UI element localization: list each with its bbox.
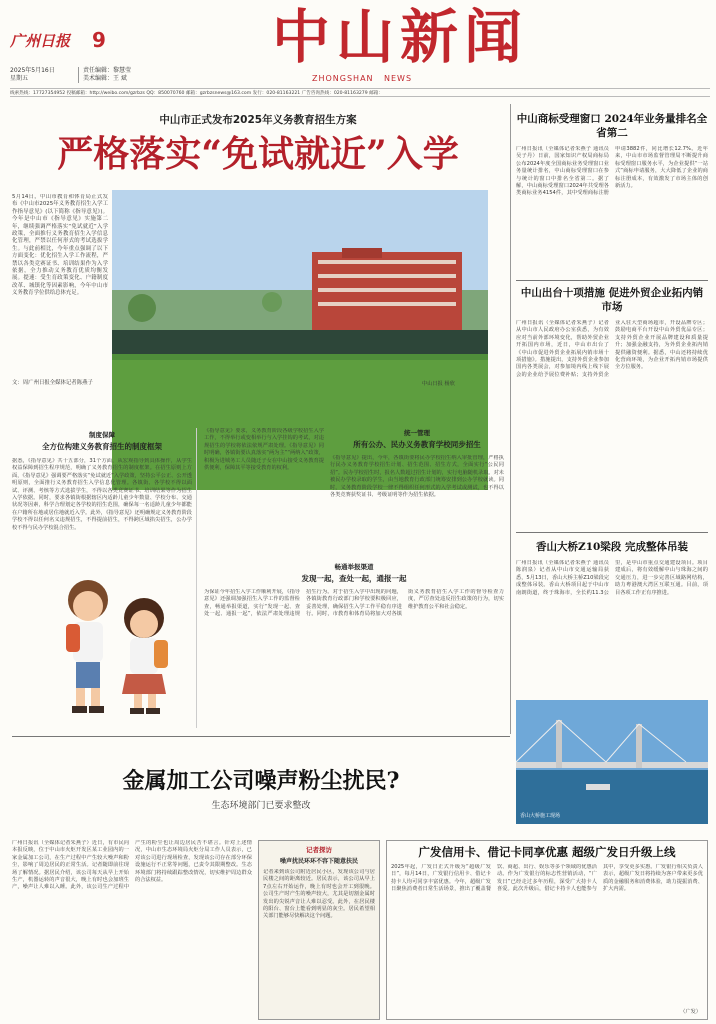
- date-line: [10, 67, 55, 83]
- left-body: 据悉，《指导意见》共十五部分，31个方面，从宏观指导到具体操作，从学生权益保障到招生程序规范，明确了义务教育招生的制度框架。在招生原则上方面，《指导意见》强调要严格落实“免试就近”入学政策，坚持公平公正、公开透明原则，全面推行义务教育招生入学信息化管理。各镇街、各学校不得以面试、评测、考核等方式选拔学生，不得以各类竞赛证书、培训结果等作为招生入学依据。同时，要求各镇街根据辖区内适龄儿童少年数量、学校分布、交通状况等因素，科学合理划定各学校的招生范围，确保每一名适龄儿童少年都能在户籍所在地或居住地就近入学。此外，《指导意见》还明确规定义务教育阶段学校不得以任何名义违规招生，不得提前招生，不得跨区域掐尖招生，公办学校不得与民办学校混合招生。: [12, 458, 192, 531]
- date: 2025年5月16日: [10, 67, 55, 74]
- staff-line: [78, 67, 131, 83]
- kids-illustration: [40, 570, 190, 720]
- section-sub-left: ZHONGSHAN: [312, 74, 374, 83]
- right-rule-2: [516, 532, 708, 533]
- left-tag: 制度保障: [89, 431, 115, 439]
- article-mid-section-2: [204, 562, 504, 728]
- mid-body: 《指导意见》提出，今年，各镇街要将民办学校招生纳入审批管理，严格执行民办义务教育学校招生计划、招生范围、招生方式，全面实行“公民同招”。民办学校招生时，报名人数超过招生计划的，实行电脑随机录取。对未被民办学校录取的学生，由当地教育行政部门统筹安排到公办学校就读。同时，义务教育阶段学校一律不得组织任何形式的入学考试或测试，也不得以各类竞赛获奖证书、考级证明等作为招生依据。: [330, 455, 504, 499]
- editor: 责任编辑：黎慧莹: [83, 67, 132, 74]
- bottom-right-body: 2025年起，广发日正式升级为“超级广发日”，每月14日，广发银行信用卡、借记卡持卡人均可同享丰富优惠。今年，超级广发日聚焦消费者日常生活场景，推出了覆盖餐饮、商超、出行、娱乐等多个领域的优惠活动。作为广发银行的标志性营销活动，“广发日”已经走过多年历程，深受广大持卡人喜爱。此次升级后，借记卡持卡人也能参与其中，享受更多实惠。广发银行相关负责人表示，超级广发日将持续为客户带来更多优质的金融服务和消费体验，助力提振消费、扩大内需。: [391, 864, 703, 893]
- bottom-right-sign: （广发）: [680, 1009, 701, 1015]
- bridge-photo: [516, 700, 708, 824]
- right-top-body: 广州日报讯（全媒体记者朱燕子 通讯员吴子丹）日前，国家知识产权局商标局公布2024年度全国商标业务受理窗口业务量统计排名，中山商标受理窗口在参与统计的窗口中排名全省第二。据了解，中山商标受理窗口2024年共受理各类商标业务4154件，其中受理商标注册申请3882件，同比增长12.7%。近年来，中山市市场监督管理局不断提升商标受理窗口服务水平，为企业提供“一站式”商标申请服务，大大降低了企业的商标注册成本，有效激发了市场主体的创新活力。: [516, 146, 708, 197]
- right-bottom-headline: 香山大桥Z10梁段 完成整体吊装: [536, 541, 688, 553]
- right-mid-body: 广州日报讯（全媒体记者朱燕子）记者从中山市人民政府办公室获悉，为有效应对当前外部环境变化，帮助外贸企业开拓国内市场，近日，中山市出台了《中山市促进外贸企业拓展内销市场十项措施》。措施提出，支持外贸企业参加国内各类展会，对参加境内线上线下展会的企业给予展位费补贴；支持外贸企业入驻大型商场超市，开设品牌专区；鼓励电商平台开设中山外贸优品专区；支持外贸企业开展品牌建设和质量提升；加强金融支持，为外贸企业拓内销提供融资便利。据悉，中山还将持续优化营商环境，为企业开拓内销市场提供全方位服务。: [516, 320, 708, 378]
- lead-article: [12, 104, 504, 424]
- bottom-rule: [12, 736, 510, 737]
- mid2-body: 为保证今年招生入学工作顺利开展，《指导意见》还强调加强招生入学工作的监督检查，畅通举报渠道，实行“发现一起、查处一起、通报一起”，依法严肃处理违规招生行为。对于招生入学中出现的问题，各镇街教育行政部门和学校要积极回应，妥善处理，确保招生入学工作平稳有序进行。同时，市教育和体育局将加大对各镇街义务教育招生入学工作的督导检查力度，严厉查处违反招生政策的行为，切实维护教育公平和社会稳定。: [204, 589, 504, 618]
- designer: 美术编辑：王 斌: [83, 75, 127, 82]
- article-right-mid: [516, 284, 708, 524]
- right-rule-1: [516, 280, 708, 281]
- col-divider-1: [196, 428, 197, 728]
- left-heading: 全方位构建义务教育招生的制度框架: [42, 442, 162, 451]
- bottom-right-headline: 广发信用卡、借记卡同享优惠 超级广发日升级上线: [418, 845, 676, 859]
- section-title: 中山新闻: [271, 3, 528, 71]
- mid2-heading: 发现一起，查处一起，通报一起: [301, 574, 407, 583]
- paper-logo: [10, 30, 100, 52]
- article-bottom-right: [386, 840, 708, 1020]
- lead-photo-credit: 文：周广州日报全媒体记者陈燕子: [12, 380, 93, 386]
- weekday: 星期五: [10, 75, 29, 82]
- lead-kicker: 中山市正式发布2025年义务教育招生方案: [159, 114, 357, 126]
- article-right-top: [516, 112, 708, 272]
- bridge-photo-caption: 香山大桥施工现场: [520, 813, 561, 819]
- sidebar-body: 记者来到该公司附近居民小区，发现该公司与居民楼之间的距离较近。居民表示，该公司从早上7点左右开始运作，晚上有时也会开工到很晚。公司生产时产生的噪声较大，尤其是切割金属时发出的尖锐声音让人难以忍受。此外，在居民楼的阳台、窗台上能看到明显的灰尘。居民希望相关部门能够尽快解决这个问题。: [263, 869, 375, 920]
- bottom-sidebar-box: [258, 840, 380, 1020]
- lead-photo-caption: 中山日报 杨欣: [422, 381, 455, 387]
- col-divider-right: [510, 104, 511, 734]
- right-bottom-body: 广州日报讯（全媒体记者朱燕子 通讯员陈润泉）记者从中山市交通运输局获悉，5月13日，香山大桥主桥Z10梁段完成整体吊装。香山大桥项目起于中山市南朗街道，终于珠海市，全长约11.3公里，是中山市重点交通建设项目。项目建成后，将有效缓解中山与珠海之间的交通压力，进一步完善区域路网结构，助力粤港澳大湾区互联互通。目前，项目各项工作正有序推进。: [516, 560, 708, 596]
- mid-heading: 所有公办、民办义务教育学校同步招生: [353, 440, 481, 449]
- page-number: 9: [92, 28, 106, 52]
- contact-bar: 线索热线：17727354952 投稿邮箱：http://weibo.com/gzrbzs QQ：850070760 邮箱：gzrbzsnews@163.com 发行：020-81163221 广告咨询热线：020-81163279 邮箱：: [10, 88, 710, 97]
- sidebar-tag: 记者探访: [306, 846, 332, 854]
- mid-tag: 统一管理: [404, 429, 430, 437]
- lead-intro: 5月14日，中山市教育和体育局正式发布《中山市2025年义务教育招生入学工作指导意见》(以下简称《指导意见》)。今年是中山市《指导意见》实施第二年，继续强调严格落实“免试就近”入学政策，全面推行义务教育招生入学信息化管理，严禁以任何形式的考试选拔学生。与此前相比，今年重点强调了以下方面变化：优化招生入学工作流程，严禁以各类竞赛证书、培训结果作为入学依据，全力推动义务教育优质均衡发展。提速：受生育政策变化、户籍制度改革、城镇化等因素影响，今年中山市义务教育学位供给总体充足。: [12, 194, 108, 297]
- right-mid-headline: 中山出台十项措施 促进外贸企业拓内销市场: [520, 287, 704, 313]
- article-mid-section: [330, 428, 504, 558]
- masthead: [0, 0, 716, 96]
- bottom-left-body: 广州日报讯（全媒体记者朱燕子）近日，有市民向本报反映，位于中山市火炬开发区某工业园内的一家金属加工公司，在生产过程中产生较大噪声和粉尘，影响了周边居民的正常生活。记者随即前往现场了解情况。据居民介绍，该公司每天从早上开始生产，机器运转的声音很大，晚上有时也会加班生产，噪声让人难以入睡。此外，该公司生产过程中产生的粉尘也让周边居民苦不堪言。针对上述情况，中山市生态环境局火炬分局工作人员表示，已对该公司进行现场检查，发现该公司存在部分环保设施运行不正常等问题，已责令其限期整改。生态环境部门将持续跟踪整改情况，切实维护周边群众的合法权益。: [12, 840, 252, 891]
- bottom-left-headline: 金属加工公司噪声粉尘扰民?: [122, 768, 400, 794]
- mid-narrow-body: 《指导意见》要求，义务教育阶段各级学校招生入学工作，不得举行或变相举行与入学挂钩的考试，对违规招生的学校将依法依规严肃处理。《指导意见》同时明确，各镇街要认真落实“两为主”“两纳入”政策，积极为进城务工人员随迁子女在中山接受义务教育提供便利，保障其平等接受教育的权利。: [204, 428, 324, 472]
- section-sub-right: NEWS: [384, 74, 413, 83]
- bottom-left-subhead: 生态环境部门已要求整改: [211, 801, 311, 811]
- sidebar-title: 噪声扰民环环不容下随意扶民: [279, 858, 358, 865]
- logo-text: 广州日报: [10, 32, 71, 50]
- lead-headline: 严格落实“免试就近”入学: [57, 133, 459, 175]
- right-top-headline: 中山商标受理窗口 2024年业务量排名全省第二: [516, 113, 708, 139]
- mid2-tag: 畅通举报渠道: [334, 563, 374, 571]
- article-bottom-left: [12, 744, 510, 834]
